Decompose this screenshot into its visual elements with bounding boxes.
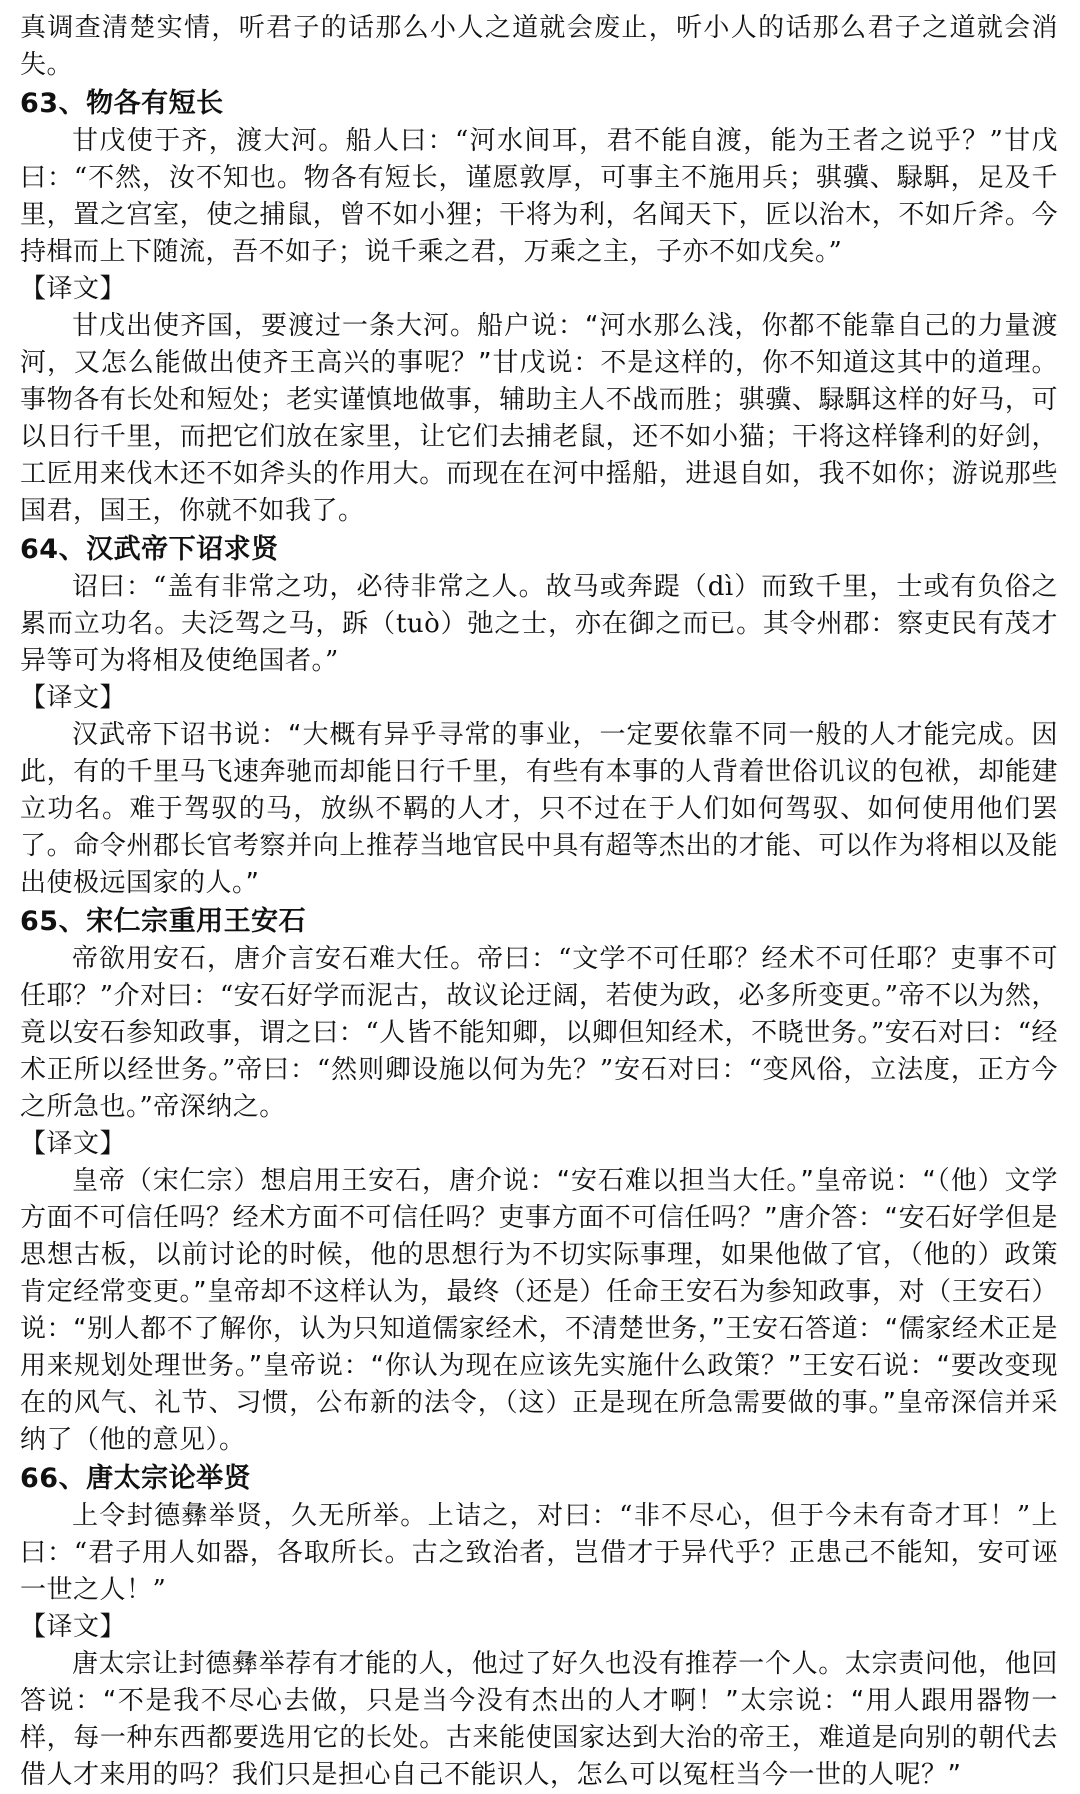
- intro-line: 真调查清楚实情，听君子的话那么小人之道就会废止，听小人的话那么君子之道就会消失。: [20, 13, 1058, 80]
- section-heading: 65、宋仁宗重用王安石: [20, 906, 307, 937]
- original-text: 诏曰：“盖有非常之功，必待非常之人。故马或奔踶（dì）而致千里，士或有负俗之累而立功名。夫泛驾之马，跅（tuò）弛之士，亦在御之而已。其令州郡：察吏民有茂才异等可为将相及使绝国者。”: [20, 572, 1058, 676]
- section-heading: 64、汉武帝下诏求贤: [20, 534, 279, 565]
- section-66: [20, 1459, 1058, 1794]
- translation-text: 甘戊出使齐国，要渡过一条大河。船户说：“河水那么浅，你都不能靠自己的力量渡河，又怎么能做出使齐王高兴的事呢？”甘戊说：不是这样的，你不知道这其中的道理。事物各有长处和短处；老实谨慎地做事，辅助主人不战而胜；骐骥、騄駬这样的好马，可以日行千里，而把它们放在家里，让它们去捕老鼠，还不如小猫；干将这样锋利的好剑，工匠用来伐木还不如斧头的作用大。而现在在河中摇船，进退自如，我不如你；游说那些国君，国王，你就不如我了。: [20, 311, 1058, 526]
- section-64: [20, 530, 1058, 902]
- section-heading: 63、物各有短长: [20, 88, 224, 119]
- translation-text: 唐太宗让封德彝举荐有才能的人，他过了好久也没有推荐一个人。太宗责问他，他回答说：“不是我不尽心去做，只是当今没有杰出的人才啊！”太宗说：“用人跟用器物一样，每一种东西都要选用它的长处。古来能使国家达到大治的帝王，难道是向别的朝代去借人才来用的吗？我们只是担心自己不能识人，怎么可以冤枉当今一世的人呢？”: [20, 1649, 1058, 1790]
- original-text: 甘戊使于齐，渡大河。船人曰：“河水间耳，君不能自渡，能为王者之说乎？”甘戊曰：“不然，汝不知也。物各有短长，谨愿敦厚，可事主不施用兵；骐骥、騄駬，足及千里，置之宫室，使之捕鼠，曾不如小狸；干将为利，名闻天下，匠以治木，不如斤斧。今持楫而上下随流，吾不如子；说千乘之君，万乘之主，子亦不如戊矣。”: [20, 126, 1058, 267]
- translation-text: 汉武帝下诏书说：“大概有异乎寻常的事业，一定要依靠不同一般的人才能完成。因此，有的千里马飞速奔驰而却能日行千里，有些有本事的人背着世俗讥议的包袱，却能建立功名。难于驾驭的马，放纵不羁的人才，只不过在于人们如何驾驭、如何使用他们罢了。命令州郡长官考察并向上推荐当地官民中具有超等杰出的才能、可以作为将相以及能出使极远国家的人。”: [20, 720, 1058, 898]
- original-text: 上令封德彝举贤，久无所举。上诘之，对曰：“非不尽心，但于今未有奇才耳！”上曰：“君子用人如器，各取所长。古之致治者，岂借才于异代乎？正患己不能知，安可诬一世之人！”: [20, 1501, 1058, 1605]
- section-65: [20, 902, 1058, 1459]
- translation-label: 【译文】: [20, 274, 127, 304]
- original-text: 帝欲用安石，唐介言安石难大任。帝曰：“文学不可任耶？经术不可任耶？吏事不可任耶？”介对曰：“安石好学而泥古，故议论迂阔，若使为政，必多所变更。”帝不以为然，竟以安石参知政事，谓之曰：“人皆不能知卿，以卿但知经术，不晓世务。”安石对曰：“经术正所以经世务。”帝曰：“然则卿设施以何为先？”安石对曰：“变风俗，立法度，正方今之所急也。”帝深纳之。: [20, 944, 1058, 1122]
- section-63: [20, 84, 1058, 530]
- section-heading: 66、唐太宗论举贤: [20, 1463, 252, 1494]
- translation-text: 皇帝（宋仁宗）想启用王安石，唐介说：“安石难以担当大任。”皇帝说：“（他）文学方面不可信任吗？经术方面不可信任吗？吏事方面不可信任吗？”唐介答：“安石好学但是思想古板，以前讨论的时候，他的思想行为不切实际事理，如果他做了官，（他的）政策肯定经常变更。”皇帝却不这样认为，最终（还是）任命王安石为参知政事，对（王安石）说：“别人都不了解你，认为只知道儒家经术，不清楚世务，”王安石答道：“儒家经术正是用来规划处理世务。”皇帝说：“你认为现在应该先实施什么政策？”王安石说：“要改变现在的风气、礼节、习惯，公布新的法令，（这）正是现在所急需要做的事。”皇帝深信并采纳了（他的意见）。: [20, 1166, 1058, 1455]
- translation-label: 【译文】: [20, 1612, 127, 1642]
- translation-label: 【译文】: [20, 1129, 127, 1159]
- translation-label: 【译文】: [20, 683, 127, 713]
